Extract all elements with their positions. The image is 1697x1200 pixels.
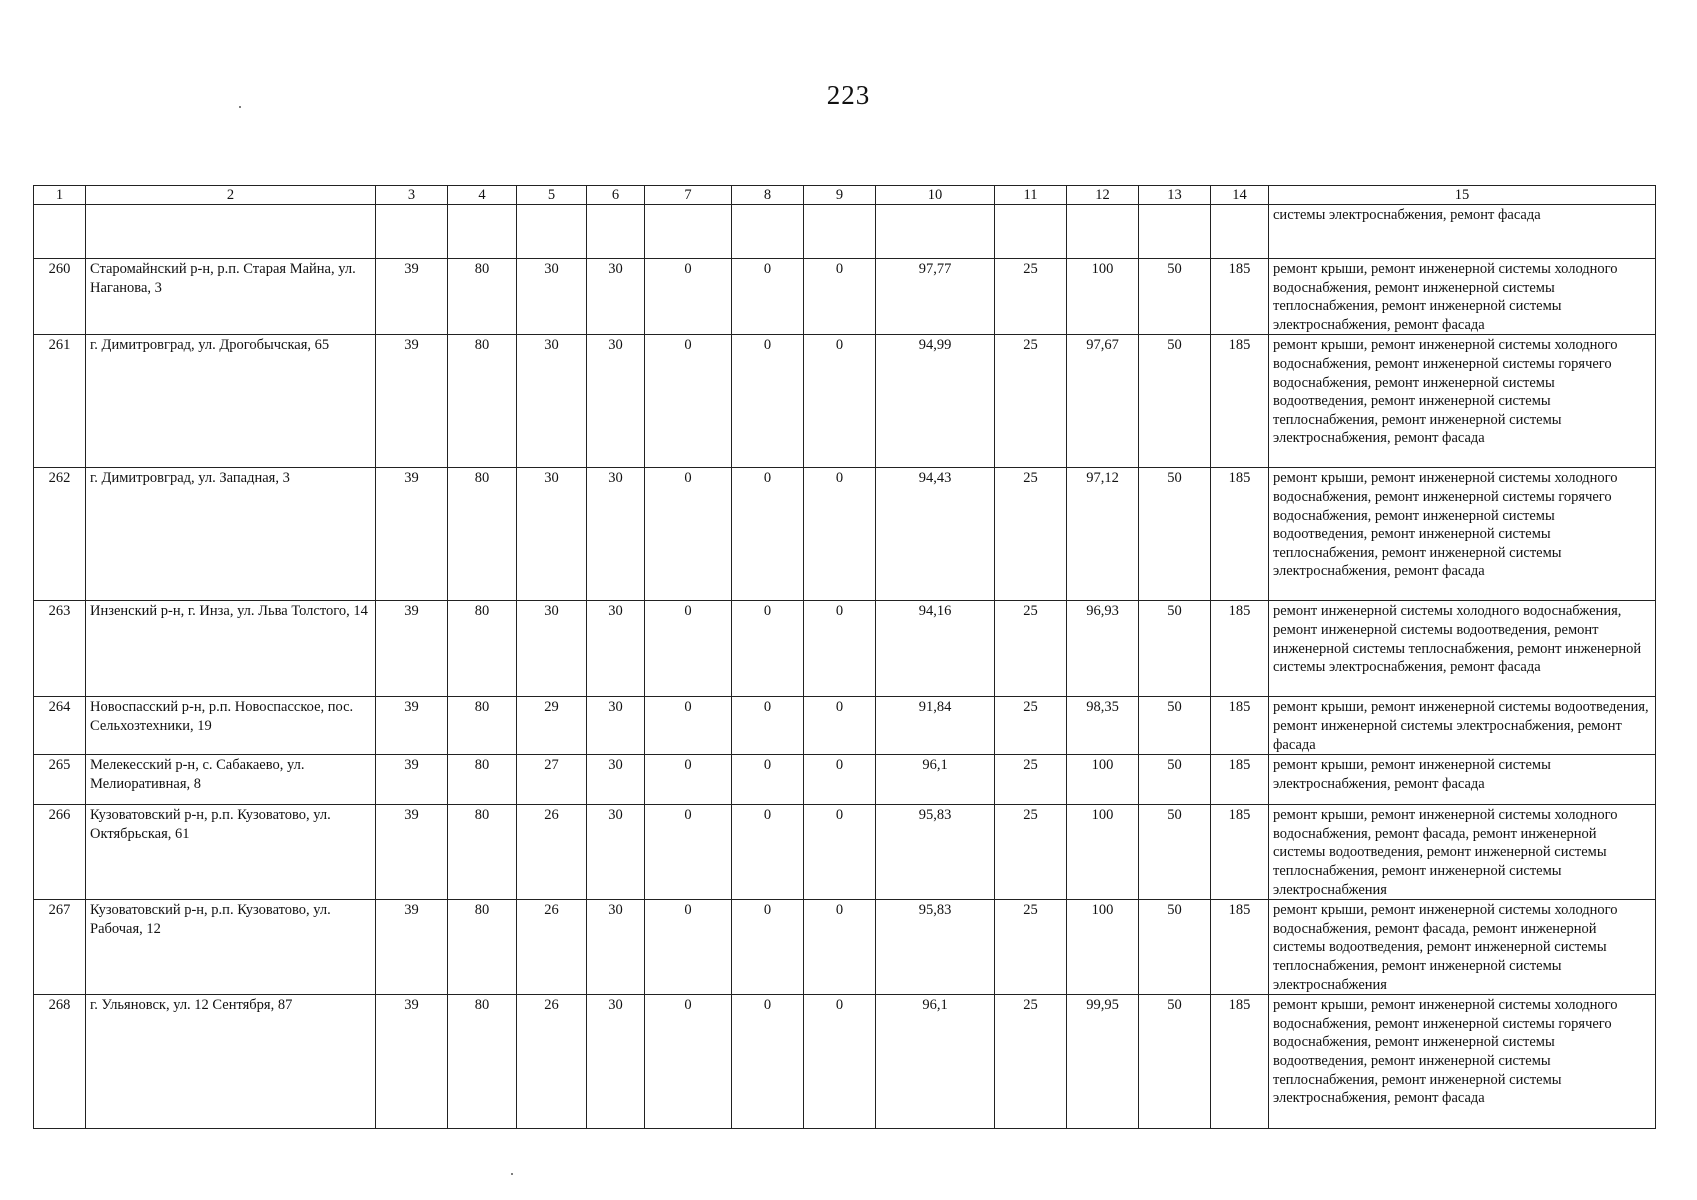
empty-cell (1211, 205, 1269, 259)
value-cell: 0 (732, 335, 804, 468)
value-cell: 185 (1211, 805, 1269, 900)
value-cell: 80 (448, 995, 517, 1129)
value-cell: 0 (645, 468, 732, 601)
empty-cell (34, 205, 86, 259)
value-cell: 95,83 (876, 900, 995, 995)
value-cell: 96,93 (1067, 601, 1139, 697)
value-cell: 26 (517, 805, 587, 900)
table-row (34, 805, 1656, 900)
value-cell: 39 (376, 900, 448, 995)
table-row (34, 335, 1656, 468)
value-cell: 80 (448, 755, 517, 805)
empty-cell (448, 205, 517, 259)
value-cell: 0 (645, 805, 732, 900)
value-cell: 30 (587, 805, 645, 900)
header-cell: 7 (645, 186, 732, 205)
row-number: 266 (34, 805, 86, 900)
repair-register-table (33, 185, 1656, 1129)
value-cell: 39 (376, 468, 448, 601)
value-cell: 26 (517, 995, 587, 1129)
value-cell: 39 (376, 805, 448, 900)
value-cell: 50 (1139, 601, 1211, 697)
row-number: 261 (34, 335, 86, 468)
value-cell: 0 (804, 335, 876, 468)
value-cell: 25 (995, 468, 1067, 601)
value-cell: 30 (517, 259, 587, 335)
value-cell: 0 (804, 259, 876, 335)
works-cell: ремонт крыши, ремонт инженерной системы холодного водоснабжения, ремонт инженерной системы горячего водоснабжения, ремонт инженерной системы водоотведения, ремонт инженерной системы теплоснабжения, ремонт инженерной системы электроснабжения, ремонт фасада (1269, 335, 1656, 468)
value-cell: 185 (1211, 900, 1269, 995)
value-cell: 97,12 (1067, 468, 1139, 601)
empty-cell (376, 205, 448, 259)
works-cell: ремонт инженерной системы холодного водоснабжения, ремонт инженерной системы водоотведения, ремонт инженерной системы теплоснабжения, ремонт инженерной системы электроснабжения, ремонт фасада (1269, 601, 1656, 697)
value-cell: 25 (995, 900, 1067, 995)
header-cell: 14 (1211, 186, 1269, 205)
value-cell: 50 (1139, 900, 1211, 995)
value-cell: 30 (587, 755, 645, 805)
value-cell: 30 (587, 995, 645, 1129)
table-row (34, 755, 1656, 805)
value-cell: 0 (732, 805, 804, 900)
value-cell: 0 (732, 468, 804, 601)
value-cell: 50 (1139, 995, 1211, 1129)
value-cell: 0 (732, 900, 804, 995)
address-cell: Инзенский р-н, г. Инза, ул. Льва Толстого, 14 (86, 601, 376, 697)
value-cell: 80 (448, 259, 517, 335)
value-cell: 25 (995, 755, 1067, 805)
value-cell: 80 (448, 601, 517, 697)
address-cell: г. Димитровград, ул. Дрогобычская, 65 (86, 335, 376, 468)
value-cell: 185 (1211, 755, 1269, 805)
header-cell: 15 (1269, 186, 1656, 205)
value-cell: 25 (995, 335, 1067, 468)
value-cell: 0 (804, 755, 876, 805)
value-cell: 30 (587, 468, 645, 601)
value-cell: 39 (376, 601, 448, 697)
value-cell: 30 (517, 468, 587, 601)
value-cell: 185 (1211, 468, 1269, 601)
table-row (34, 259, 1656, 335)
address-cell: Старомайнский р-н, р.п. Старая Майна, ул. Наганова, 3 (86, 259, 376, 335)
value-cell: 0 (645, 755, 732, 805)
value-cell: 97,67 (1067, 335, 1139, 468)
value-cell: 185 (1211, 697, 1269, 755)
value-cell: 80 (448, 805, 517, 900)
header-row (34, 186, 1656, 205)
address-cell: Кузоватовский р-н, р.п. Кузоватово, ул. Октябрьская, 61 (86, 805, 376, 900)
empty-cell (876, 205, 995, 259)
header-cell: 3 (376, 186, 448, 205)
value-cell: 80 (448, 335, 517, 468)
value-cell: 30 (587, 900, 645, 995)
scan-speck (511, 1173, 513, 1175)
scan-speck (239, 106, 241, 108)
value-cell: 39 (376, 995, 448, 1129)
value-cell: 30 (517, 335, 587, 468)
value-cell: 0 (732, 697, 804, 755)
value-cell: 0 (804, 900, 876, 995)
header-cell: 10 (876, 186, 995, 205)
row-number: 267 (34, 900, 86, 995)
empty-cell (86, 205, 376, 259)
table-row (34, 900, 1656, 995)
value-cell: 27 (517, 755, 587, 805)
value-cell: 96,1 (876, 755, 995, 805)
value-cell: 50 (1139, 755, 1211, 805)
value-cell: 94,16 (876, 601, 995, 697)
value-cell: 39 (376, 335, 448, 468)
address-cell: Мелекесский р-н, с. Сабакаево, ул. Мелиоративная, 8 (86, 755, 376, 805)
works-cell: ремонт крыши, ремонт инженерной системы холодного водоснабжения, ремонт инженерной системы горячего водоснабжения, ремонт инженерной системы водоотведения, ремонт инженерной системы теплоснабжения, ремонт инженерной системы электроснабжения, ремонт фасада (1269, 995, 1656, 1129)
value-cell: 185 (1211, 335, 1269, 468)
value-cell: 100 (1067, 900, 1139, 995)
value-cell: 30 (587, 335, 645, 468)
value-cell: 30 (587, 697, 645, 755)
value-cell: 50 (1139, 335, 1211, 468)
header-cell: 12 (1067, 186, 1139, 205)
header-cell: 9 (804, 186, 876, 205)
empty-cell (517, 205, 587, 259)
value-cell: 39 (376, 755, 448, 805)
works-cell: ремонт крыши, ремонт инженерной системы холодного водоснабжения, ремонт фасада, ремонт инженерной системы водоотведения, ремонт инженерной системы теплоснабжения, ремонт инженерной системы электроснабжения (1269, 900, 1656, 995)
table-row (34, 697, 1656, 755)
works-cell: ремонт крыши, ремонт инженерной системы холодного водоснабжения, ремонт инженерной системы теплоснабжения, ремонт инженерной системы электроснабжения, ремонт фасада (1269, 259, 1656, 335)
row-number: 260 (34, 259, 86, 335)
value-cell: 0 (804, 468, 876, 601)
header-cell: 4 (448, 186, 517, 205)
header-cell: 11 (995, 186, 1067, 205)
value-cell: 100 (1067, 805, 1139, 900)
value-cell: 80 (448, 697, 517, 755)
table-row (34, 995, 1656, 1129)
works-cell: ремонт крыши, ремонт инженерной системы водоотведения, ремонт инженерной системы электроснабжения, ремонт фасада (1269, 697, 1656, 755)
value-cell: 185 (1211, 601, 1269, 697)
value-cell: 25 (995, 697, 1067, 755)
value-cell: 91,84 (876, 697, 995, 755)
address-cell: г. Димитровград, ул. Западная, 3 (86, 468, 376, 601)
value-cell: 0 (645, 601, 732, 697)
value-cell: 94,99 (876, 335, 995, 468)
value-cell: 29 (517, 697, 587, 755)
value-cell: 99,95 (1067, 995, 1139, 1129)
empty-cell (732, 205, 804, 259)
empty-cell (1139, 205, 1211, 259)
address-cell: Новоспасский р-н, р.п. Новоспасское, пос. Сельхозтехники, 19 (86, 697, 376, 755)
value-cell: 50 (1139, 805, 1211, 900)
page-number: 223 (826, 80, 871, 110)
value-cell: 25 (995, 259, 1067, 335)
value-cell: 30 (517, 601, 587, 697)
value-cell: 0 (804, 697, 876, 755)
empty-cell (1067, 205, 1139, 259)
value-cell: 0 (732, 995, 804, 1129)
continuation-row (34, 205, 1656, 259)
header-cell: 2 (86, 186, 376, 205)
value-cell: 26 (517, 900, 587, 995)
value-cell: 185 (1211, 995, 1269, 1129)
value-cell: 30 (587, 601, 645, 697)
value-cell: 25 (995, 805, 1067, 900)
address-cell: Кузоватовский р-н, р.п. Кузоватово, ул. Рабочая, 12 (86, 900, 376, 995)
header-cell: 13 (1139, 186, 1211, 205)
row-number: 268 (34, 995, 86, 1129)
value-cell: 0 (804, 805, 876, 900)
value-cell: 39 (376, 697, 448, 755)
works-cell: системы электроснабжения, ремонт фасада (1269, 205, 1656, 259)
value-cell: 50 (1139, 468, 1211, 601)
value-cell: 100 (1067, 259, 1139, 335)
value-cell: 185 (1211, 259, 1269, 335)
empty-cell (587, 205, 645, 259)
header-cell: 8 (732, 186, 804, 205)
header-cell: 6 (587, 186, 645, 205)
value-cell: 80 (448, 468, 517, 601)
value-cell: 50 (1139, 259, 1211, 335)
address-cell: г. Ульяновск, ул. 12 Сентября, 87 (86, 995, 376, 1129)
value-cell: 50 (1139, 697, 1211, 755)
works-cell: ремонт крыши, ремонт инженерной системы холодного водоснабжения, ремонт инженерной системы горячего водоснабжения, ремонт инженерной системы водоотведения, ремонт инженерной системы теплоснабжения, ремонт инженерной системы электроснабжения, ремонт фасада (1269, 468, 1656, 601)
table-row (34, 468, 1656, 601)
row-number: 263 (34, 601, 86, 697)
header-cell: 5 (517, 186, 587, 205)
value-cell: 95,83 (876, 805, 995, 900)
value-cell: 0 (645, 335, 732, 468)
value-cell: 0 (645, 995, 732, 1129)
value-cell: 30 (587, 259, 645, 335)
value-cell: 0 (732, 755, 804, 805)
value-cell: 98,35 (1067, 697, 1139, 755)
row-number: 265 (34, 755, 86, 805)
value-cell: 97,77 (876, 259, 995, 335)
value-cell: 0 (804, 995, 876, 1129)
value-cell: 0 (732, 259, 804, 335)
empty-cell (995, 205, 1067, 259)
row-number: 262 (34, 468, 86, 601)
value-cell: 100 (1067, 755, 1139, 805)
value-cell: 96,1 (876, 995, 995, 1129)
value-cell: 80 (448, 900, 517, 995)
value-cell: 94,43 (876, 468, 995, 601)
table-row (34, 601, 1656, 697)
row-number: 264 (34, 697, 86, 755)
value-cell: 39 (376, 259, 448, 335)
value-cell: 25 (995, 601, 1067, 697)
value-cell: 0 (732, 601, 804, 697)
works-cell: ремонт крыши, ремонт инженерной системы электроснабжения, ремонт фасада (1269, 755, 1656, 805)
value-cell: 0 (645, 900, 732, 995)
value-cell: 0 (804, 601, 876, 697)
value-cell: 25 (995, 995, 1067, 1129)
works-cell: ремонт крыши, ремонт инженерной системы холодного водоснабжения, ремонт фасада, ремонт инженерной системы водоотведения, ремонт инженерной системы теплоснабжения, ремонт инженерной системы электроснабжения (1269, 805, 1656, 900)
header-cell: 1 (34, 186, 86, 205)
value-cell: 0 (645, 259, 732, 335)
value-cell: 0 (645, 697, 732, 755)
empty-cell (804, 205, 876, 259)
empty-cell (645, 205, 732, 259)
